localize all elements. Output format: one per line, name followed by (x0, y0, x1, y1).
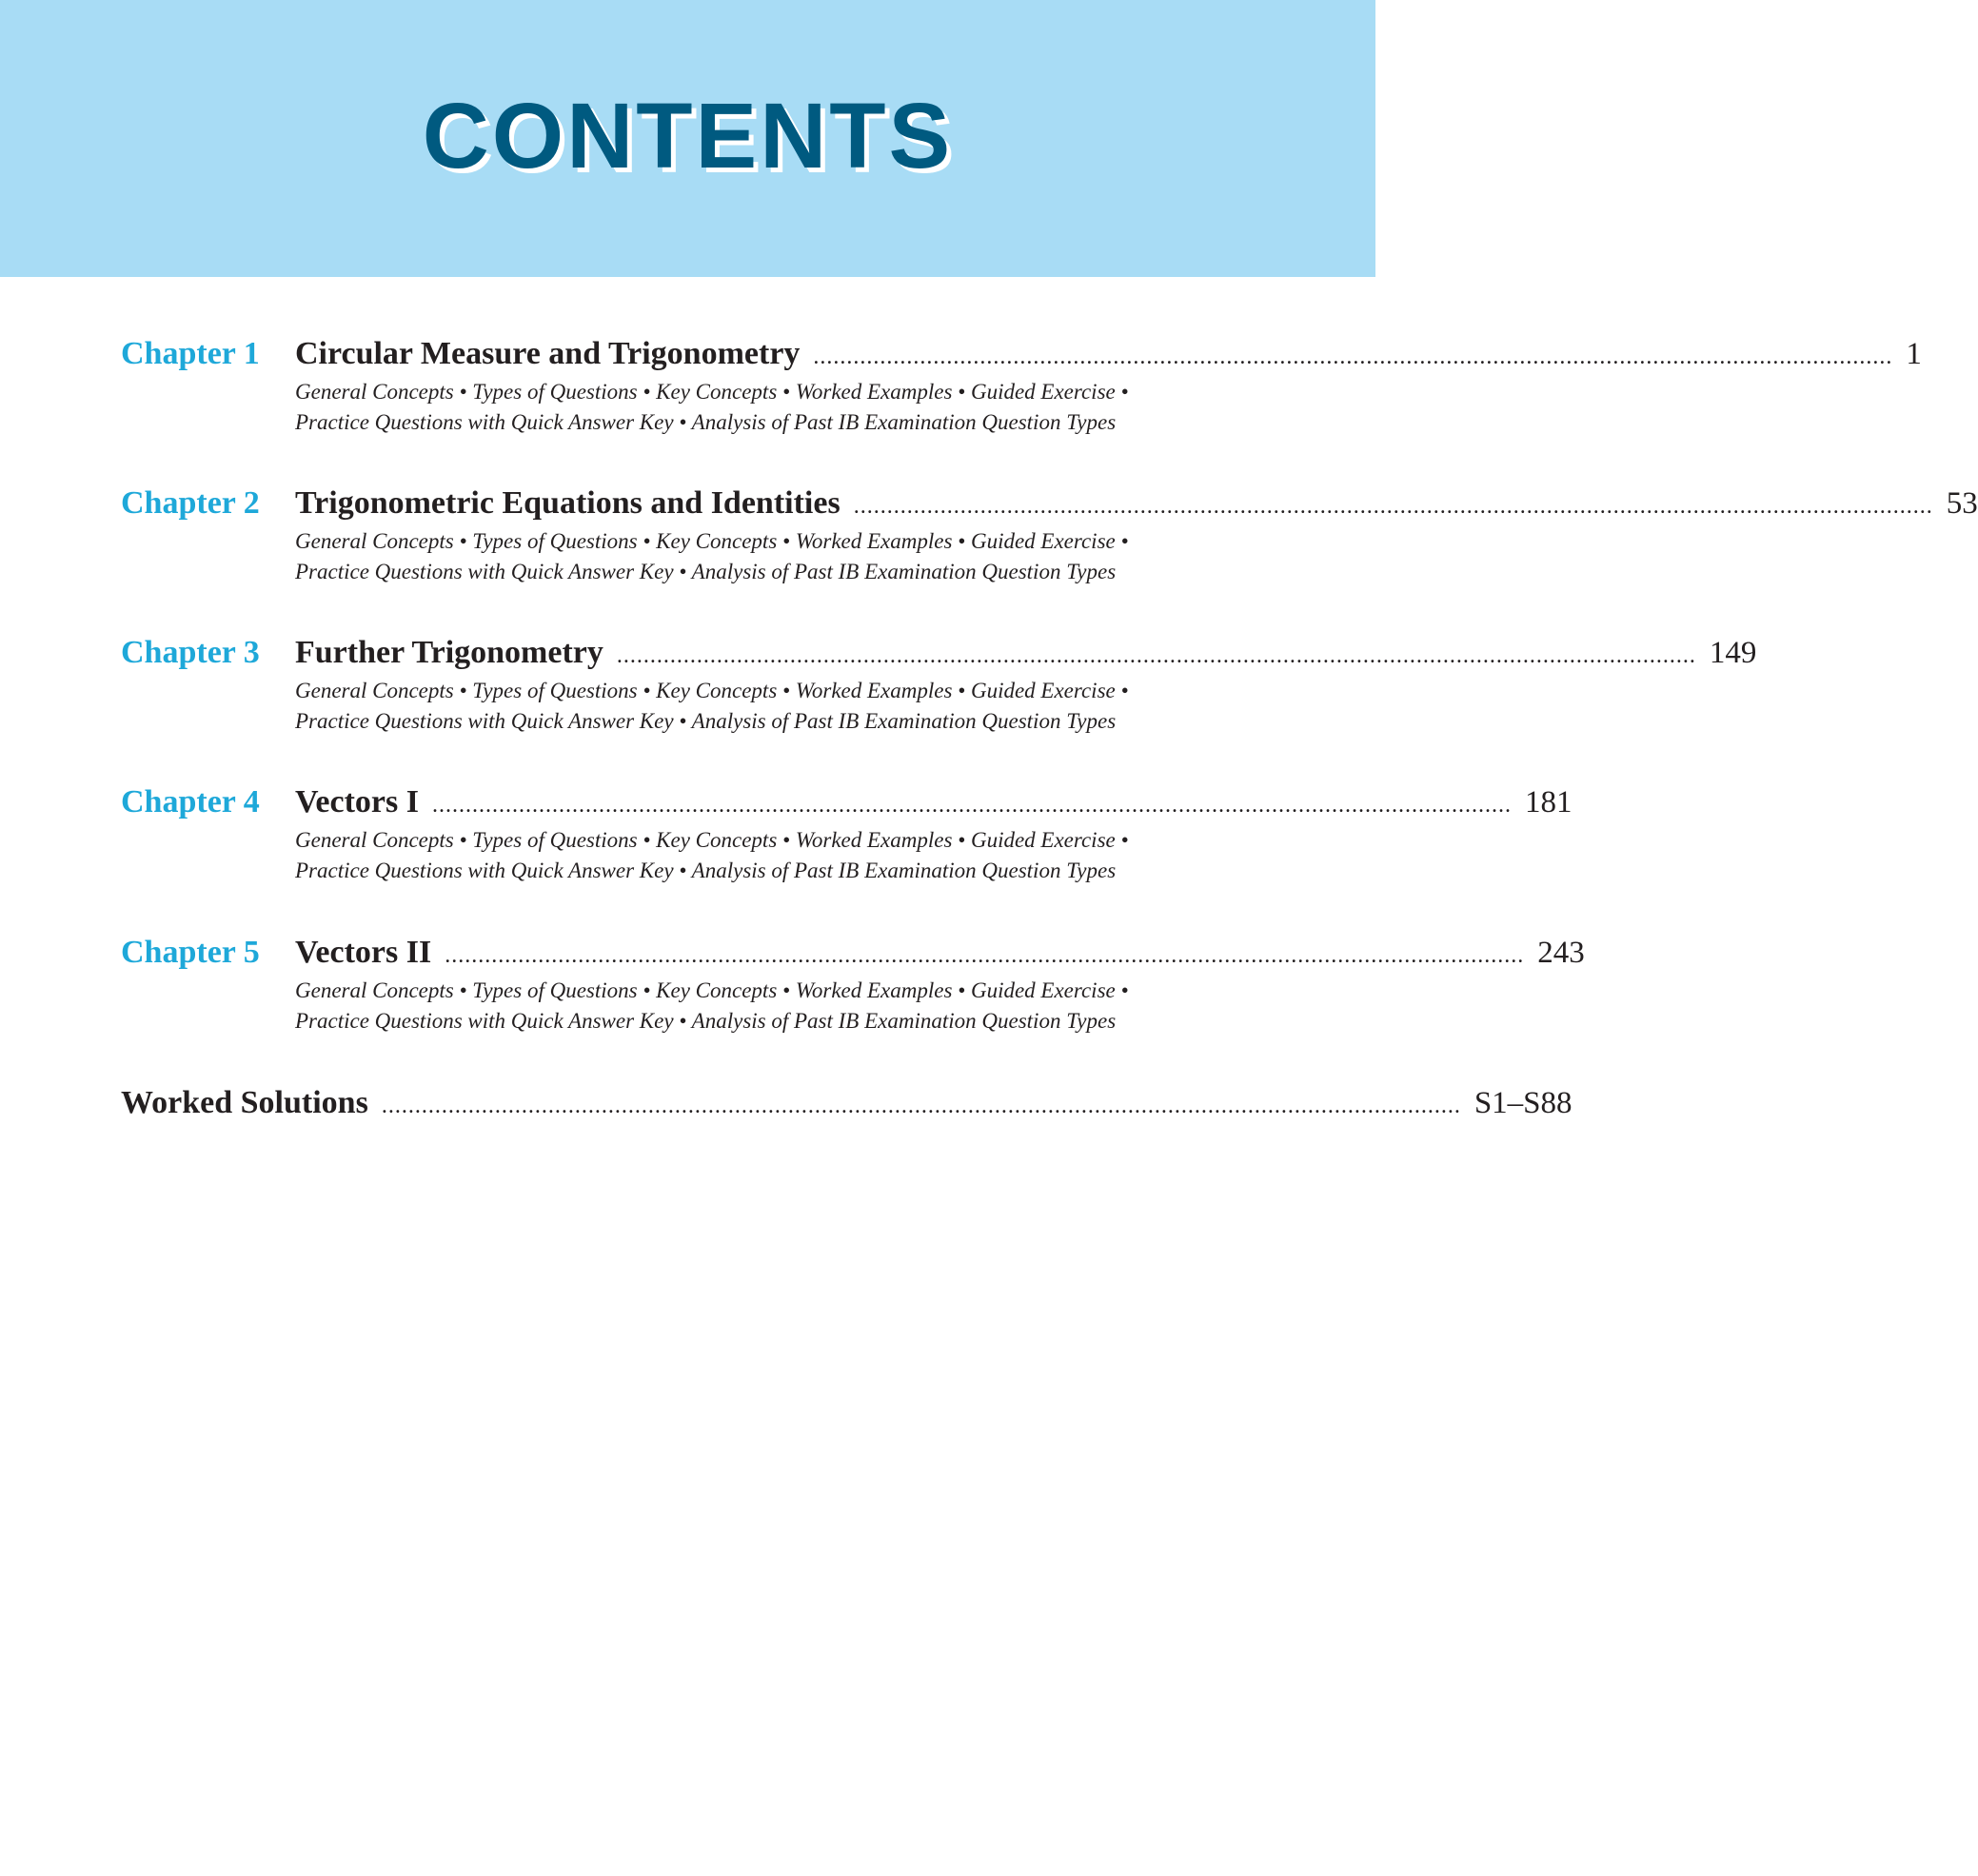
chapter-title-line (295, 335, 1922, 373)
chapter-title-line (295, 783, 1573, 821)
chapter-label: Chapter 1 (121, 336, 260, 371)
chapter-label: Chapter 3 (121, 635, 260, 670)
toc-entry-chapter-4[interactable] (121, 783, 1573, 898)
page-number: 53 (1946, 486, 1978, 521)
toc-entry-worked-solutions[interactable] (121, 1084, 1573, 1122)
chapter-description (295, 976, 1247, 1037)
chapter-description (295, 676, 1247, 737)
chapter-title[interactable]: Vectors II (295, 935, 432, 970)
dot-leader: .................................................................................................................................................................. (853, 494, 1933, 519)
chapter-title-line (295, 484, 1978, 523)
dot-leader: .................................................................................................................................................................. (445, 943, 1525, 968)
chapter-title-line (295, 934, 1585, 972)
chapter-title[interactable]: Further Trigonometry (295, 635, 603, 670)
toc-entry-chapter-3[interactable] (121, 634, 1757, 748)
description-line: Practice Questions with Quick Answer Key • Analysis of Past IB Examination Question Types (295, 709, 1117, 733)
dot-leader: .................................................................................................................................................................. (813, 345, 1893, 369)
chapter-title[interactable]: Trigonometric Equations and Identities (295, 485, 841, 521)
page-number: 243 (1537, 936, 1585, 970)
page-title: CONTENTS (422, 84, 954, 188)
toc-entry-chapter-1[interactable] (121, 335, 1922, 449)
dot-leader: .................................................................................................................................................................. (432, 793, 1512, 818)
chapter-title-line (295, 634, 1757, 672)
chapter-description (295, 825, 1247, 886)
chapter-label: Chapter 4 (121, 784, 260, 820)
description-line: Practice Questions with Quick Answer Key • Analysis of Past IB Examination Question Types (295, 410, 1117, 434)
description-line: General Concepts • Types of Questions • Key Concepts • Worked Examples • Guided Exercise • (295, 529, 1129, 553)
page-number: 1 (1906, 337, 1922, 371)
page-number: 149 (1709, 636, 1757, 670)
chapter-description (295, 526, 1247, 587)
toc-entry-chapter-5[interactable] (121, 934, 1585, 1048)
page-number: 181 (1525, 785, 1573, 820)
description-line: General Concepts • Types of Questions • Key Concepts • Worked Examples • Guided Exercise • (295, 828, 1129, 852)
page-range: S1–S88 (1474, 1086, 1573, 1120)
chapter-description (295, 377, 1247, 438)
chapter-title[interactable]: Circular Measure and Trigonometry (295, 336, 801, 371)
toc-entry-chapter-2[interactable] (121, 484, 1978, 599)
dot-leader: .................................................................................................................................................................. (616, 643, 1696, 668)
chapter-title[interactable]: Vectors I (295, 784, 419, 820)
description-line: Practice Questions with Quick Answer Key • Analysis of Past IB Examination Question Types (295, 560, 1117, 583)
description-line: Practice Questions with Quick Answer Key • Analysis of Past IB Examination Question Types (295, 1009, 1117, 1033)
description-line: Practice Questions with Quick Answer Key • Analysis of Past IB Examination Question Types (295, 859, 1117, 882)
chapter-label: Chapter 2 (121, 485, 260, 521)
description-line: General Concepts • Types of Questions • Key Concepts • Worked Examples • Guided Exercise • (295, 679, 1129, 702)
worked-solutions-title[interactable]: Worked Solutions (121, 1085, 368, 1120)
chapter-label: Chapter 5 (121, 935, 260, 970)
dot-leader: .................................................................................................................................................................. (381, 1094, 1461, 1118)
description-line: General Concepts • Types of Questions • Key Concepts • Worked Examples • Guided Exercise • (295, 978, 1129, 1002)
description-line: General Concepts • Types of Questions • Key Concepts • Worked Examples • Guided Exercise • (295, 380, 1129, 404)
